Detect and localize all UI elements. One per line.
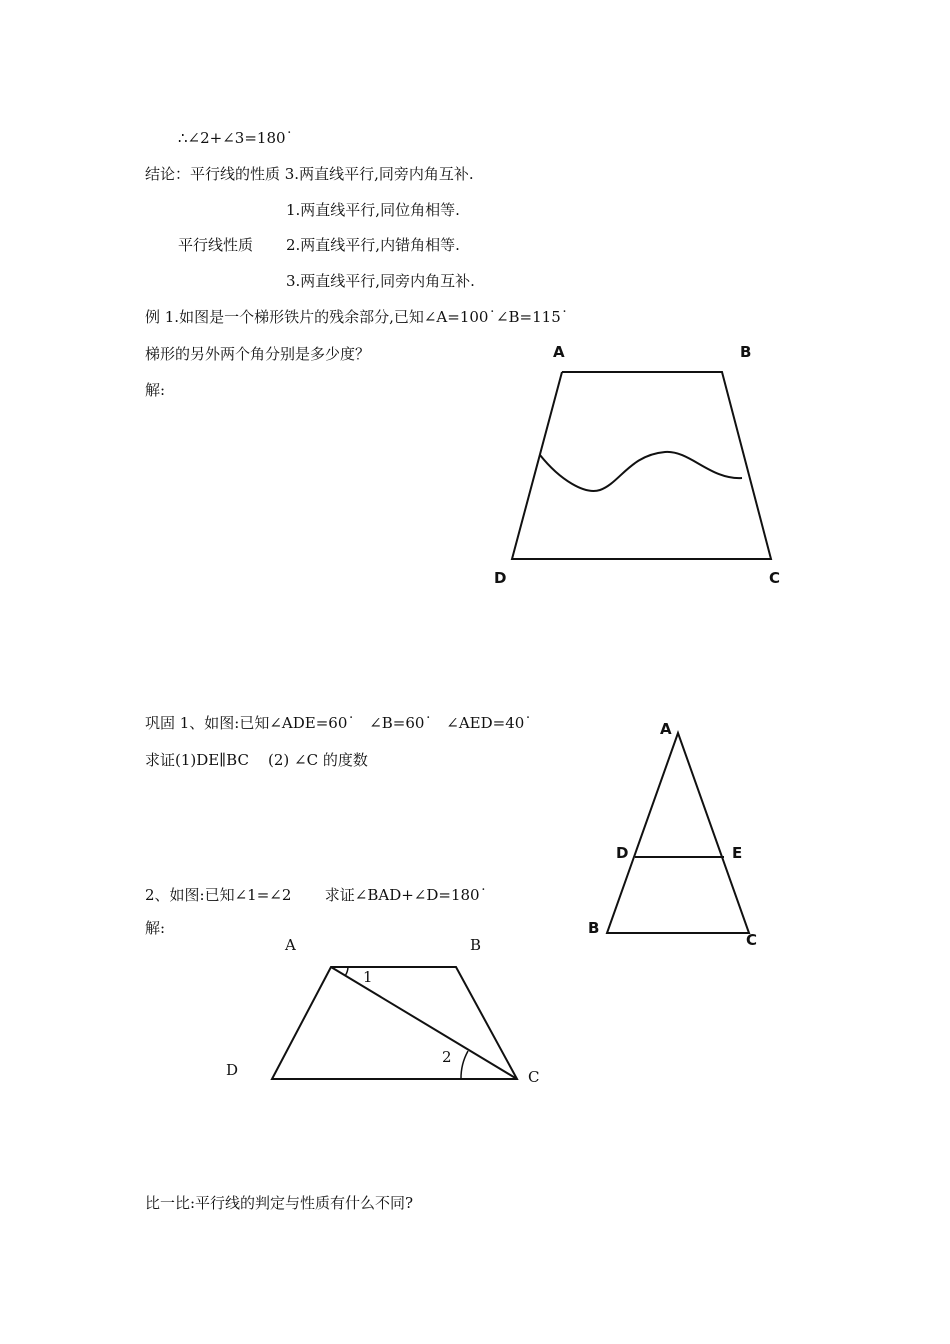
trapezoid-outline [512, 372, 771, 559]
angle-2-arc [461, 1051, 468, 1079]
vertex-a-label: A [660, 720, 672, 738]
compare-line: 比一比:平行线的判定与性质有什么不同? [145, 1194, 414, 1212]
vertex-c-label: C [746, 931, 758, 949]
solution-2-label: 解: [145, 919, 166, 937]
vertex-e-label: E [732, 844, 743, 862]
solution-1-label: 解: [145, 381, 166, 399]
example-1: 例 1.如图是一个梯形铁片的残余部分,已知∠A=100˙∠B=115˙ [145, 308, 569, 326]
property-title: 平行线性质 [178, 236, 254, 254]
vertex-b-label: B [470, 936, 482, 954]
vertex-d-label: D [494, 569, 507, 587]
example-1-question: 梯形的另外两个角分别是多少度？ [145, 345, 371, 363]
figure-triangle-de [580, 715, 780, 955]
therefore-line: ∴∠2+∠3=180˙ [178, 129, 294, 147]
trapezoid-outline [272, 967, 517, 1079]
vertex-d-label: D [226, 1061, 239, 1079]
vertex-c-label: C [528, 1068, 540, 1086]
triangle-outline [607, 733, 749, 933]
conclusion-line: 结论：平行线的性质 3.两直线平行,同旁内角互补. [145, 165, 474, 183]
vertex-c-label: C [769, 569, 781, 587]
property-2: 2.两直线平行,内错角相等. [286, 236, 460, 254]
vertex-a-label: A [553, 343, 565, 361]
consolidate-1-question: 求证(1)DE∥BC (2) ∠C 的度数 [145, 751, 368, 769]
vertex-a-label: A [285, 936, 296, 954]
property-3: 3.两直线平行,同旁内角互补. [286, 272, 475, 290]
diagonal-ac [331, 967, 517, 1079]
problem-2: 2、如图:已知∠1=∠2 求证∠BAD+∠D=180˙ [145, 886, 488, 904]
vertex-b-label: B [588, 919, 600, 937]
angle-1-arc [345, 967, 348, 976]
figure-trapezoid-diagonal [220, 930, 560, 1100]
consolidate-1: 巩固 1、如图:已知∠ADE=60˙ ∠B=60˙ ∠AED=40˙ [145, 714, 532, 732]
vertex-b-label: B [740, 343, 752, 361]
angle-1-label: 1 [363, 968, 373, 986]
vertex-d-label: D [616, 844, 629, 862]
property-1: 1.两直线平行,同位角相等. [286, 201, 460, 219]
figure-trapezoid-fragment [480, 335, 800, 595]
break-curve [540, 452, 742, 491]
angle-2-label: 2 [442, 1048, 452, 1066]
